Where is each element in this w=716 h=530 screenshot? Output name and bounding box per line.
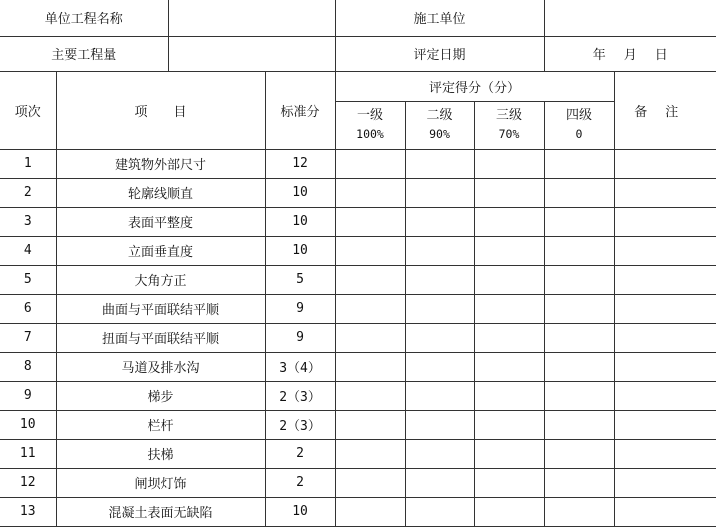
remarks-cell[interactable] (614, 236, 716, 265)
column-header-row-1 (0, 71, 716, 101)
grade-2-cell[interactable] (405, 294, 474, 323)
row-index: 10 (0, 410, 56, 439)
col-standard-score-header: 标准分 (265, 71, 335, 149)
row-standard-score: 9 (265, 294, 335, 323)
row-item: 扭面与平面联结平顺 (56, 323, 265, 352)
grade-1-cell[interactable] (335, 497, 405, 526)
row-index: 8 (0, 352, 56, 381)
header-row-2 (0, 36, 716, 71)
grade-1-cell[interactable] (335, 294, 405, 323)
grade-3-cell[interactable] (474, 323, 544, 352)
table-row (0, 352, 716, 381)
grade-2-cell[interactable] (405, 323, 474, 352)
grade-1-cell[interactable] (335, 236, 405, 265)
grade-2-cell[interactable] (405, 236, 474, 265)
col-item-header: 项 目 (56, 71, 265, 149)
row-index: 1 (0, 149, 56, 178)
grade-1-cell[interactable] (335, 207, 405, 236)
grade-4-cell[interactable] (544, 265, 614, 294)
grade-3-header (474, 101, 544, 149)
grade-4-cell[interactable] (544, 207, 614, 236)
table-row (0, 236, 716, 265)
remarks-cell[interactable] (614, 265, 716, 294)
row-standard-score: 10 (265, 236, 335, 265)
grade-4-cell[interactable] (544, 323, 614, 352)
row-index: 12 (0, 468, 56, 497)
unit-project-label: 单位工程名称 (0, 0, 168, 36)
grade-3-cell[interactable] (474, 178, 544, 207)
grade-4-cell[interactable] (544, 410, 614, 439)
row-item: 表面平整度 (56, 207, 265, 236)
grade-4-pct: 0 (575, 127, 583, 141)
row-item: 梯步 (56, 381, 265, 410)
row-standard-score: 3（4） (265, 352, 335, 381)
row-index: 6 (0, 294, 56, 323)
row-index: 11 (0, 439, 56, 468)
grade-1-pct: 100% (356, 127, 384, 141)
grade-3-cell[interactable] (474, 410, 544, 439)
grade-3-cell[interactable] (474, 265, 544, 294)
col-index-header: 项次 (0, 71, 56, 149)
remarks-cell[interactable] (614, 294, 716, 323)
row-item: 大角方正 (56, 265, 265, 294)
row-standard-score: 2 (265, 439, 335, 468)
grade-1-cell[interactable] (335, 439, 405, 468)
table-row (0, 410, 716, 439)
row-standard-score: 12 (265, 149, 335, 178)
grade-1-cell[interactable] (335, 149, 405, 178)
grade-2-pct: 90% (429, 127, 450, 141)
remarks-cell[interactable] (614, 178, 716, 207)
grade-2-name: 二级 (426, 108, 453, 123)
row-standard-score: 2（3） (265, 381, 335, 410)
main-quantity-label: 主要工程量 (0, 36, 168, 71)
grade-1-name: 一级 (357, 108, 384, 123)
grade-2-cell[interactable] (405, 497, 474, 526)
row-item: 扶梯 (56, 439, 265, 468)
row-standard-score: 10 (265, 207, 335, 236)
grade-4-cell[interactable] (544, 178, 614, 207)
grade-1-cell[interactable] (335, 410, 405, 439)
grade-3-name: 三级 (496, 108, 523, 123)
date-month: 月 (623, 48, 637, 63)
grade-4-cell[interactable] (544, 468, 614, 497)
row-index: 3 (0, 207, 56, 236)
row-standard-score: 2（3） (265, 410, 335, 439)
date-year: 年 (592, 48, 606, 63)
row-index: 9 (0, 381, 56, 410)
col-remarks-header: 备注 (614, 71, 716, 149)
grade-2-cell[interactable] (405, 410, 474, 439)
grade-4-cell[interactable] (544, 439, 614, 468)
row-item: 立面垂直度 (56, 236, 265, 265)
row-item: 轮廓线顺直 (56, 178, 265, 207)
unit-project-value[interactable] (168, 0, 335, 36)
col-rating-score-header: 评定得分（分） (335, 71, 614, 101)
date-day: 日 (654, 48, 668, 63)
remarks-cell[interactable] (614, 352, 716, 381)
grade-4-cell[interactable] (544, 149, 614, 178)
grade-3-cell[interactable] (474, 497, 544, 526)
row-item: 混凝土表面无缺陷 (56, 497, 265, 526)
row-standard-score: 5 (265, 265, 335, 294)
row-item: 曲面与平面联结平顺 (56, 294, 265, 323)
remarks-cell[interactable] (614, 323, 716, 352)
row-standard-score: 10 (265, 497, 335, 526)
grade-3-cell[interactable] (474, 381, 544, 410)
remarks-cell[interactable] (614, 410, 716, 439)
grade-2-cell[interactable] (405, 468, 474, 497)
grade-3-pct: 70% (498, 127, 520, 141)
main-quantity-value[interactable] (168, 36, 335, 71)
grade-2-cell[interactable] (405, 439, 474, 468)
grade-2-cell[interactable] (405, 265, 474, 294)
remarks-cell[interactable] (614, 497, 716, 526)
grade-1-cell[interactable] (335, 352, 405, 381)
table-row (0, 439, 716, 468)
grade-4-cell[interactable] (544, 294, 614, 323)
grade-1-header (335, 101, 405, 149)
construction-unit-value[interactable] (544, 0, 716, 36)
table-row (0, 294, 716, 323)
grade-4-name: 四级 (566, 108, 593, 123)
grade-1-cell[interactable] (335, 468, 405, 497)
grade-2-cell[interactable] (405, 178, 474, 207)
table-row (0, 207, 716, 236)
remarks-cell[interactable] (614, 207, 716, 236)
table-row (0, 265, 716, 294)
table-row (0, 381, 716, 410)
grade-3-cell[interactable] (474, 236, 544, 265)
grade-1-cell[interactable] (335, 265, 405, 294)
rating-date-label: 评定日期 (335, 36, 544, 71)
grade-3-cell[interactable] (474, 352, 544, 381)
row-item: 栏杆 (56, 410, 265, 439)
row-index: 4 (0, 236, 56, 265)
grade-2-cell[interactable] (405, 352, 474, 381)
grade-3-cell[interactable] (474, 294, 544, 323)
remarks-cell[interactable] (614, 468, 716, 497)
row-index: 2 (0, 178, 56, 207)
row-index: 5 (0, 265, 56, 294)
grade-4-cell[interactable] (544, 497, 614, 526)
row-item: 闸坝灯饰 (56, 468, 265, 497)
row-standard-score: 10 (265, 178, 335, 207)
table-row (0, 468, 716, 497)
grade-4-header (544, 101, 614, 149)
grade-2-cell[interactable] (405, 207, 474, 236)
remarks-cell[interactable] (614, 381, 716, 410)
grade-3-cell[interactable] (474, 149, 544, 178)
construction-unit-label: 施工单位 (335, 0, 544, 36)
remarks-cell[interactable] (614, 149, 716, 178)
table-row (0, 178, 716, 207)
row-index: 13 (0, 497, 56, 526)
grade-3-cell[interactable] (474, 468, 544, 497)
grade-2-cell[interactable] (405, 149, 474, 178)
grade-2-header (405, 101, 474, 149)
grade-3-cell[interactable] (474, 439, 544, 468)
grade-1-cell[interactable] (335, 323, 405, 352)
grade-3-cell[interactable] (474, 207, 544, 236)
grade-4-cell[interactable] (544, 236, 614, 265)
remarks-cell[interactable] (614, 439, 716, 468)
grade-4-cell[interactable] (544, 352, 614, 381)
row-standard-score: 9 (265, 323, 335, 352)
header-row-1 (0, 0, 716, 36)
row-item: 建筑物外部尺寸 (56, 149, 265, 178)
row-item: 马道及排水沟 (56, 352, 265, 381)
table-row (0, 497, 716, 526)
grade-2-cell[interactable] (405, 381, 474, 410)
table-row (0, 323, 716, 352)
grade-1-cell[interactable] (335, 381, 405, 410)
grade-4-cell[interactable] (544, 381, 614, 410)
row-standard-score: 2 (265, 468, 335, 497)
rating-date-value[interactable] (544, 36, 716, 71)
table-row (0, 149, 716, 178)
grade-1-cell[interactable] (335, 178, 405, 207)
row-index: 7 (0, 323, 56, 352)
